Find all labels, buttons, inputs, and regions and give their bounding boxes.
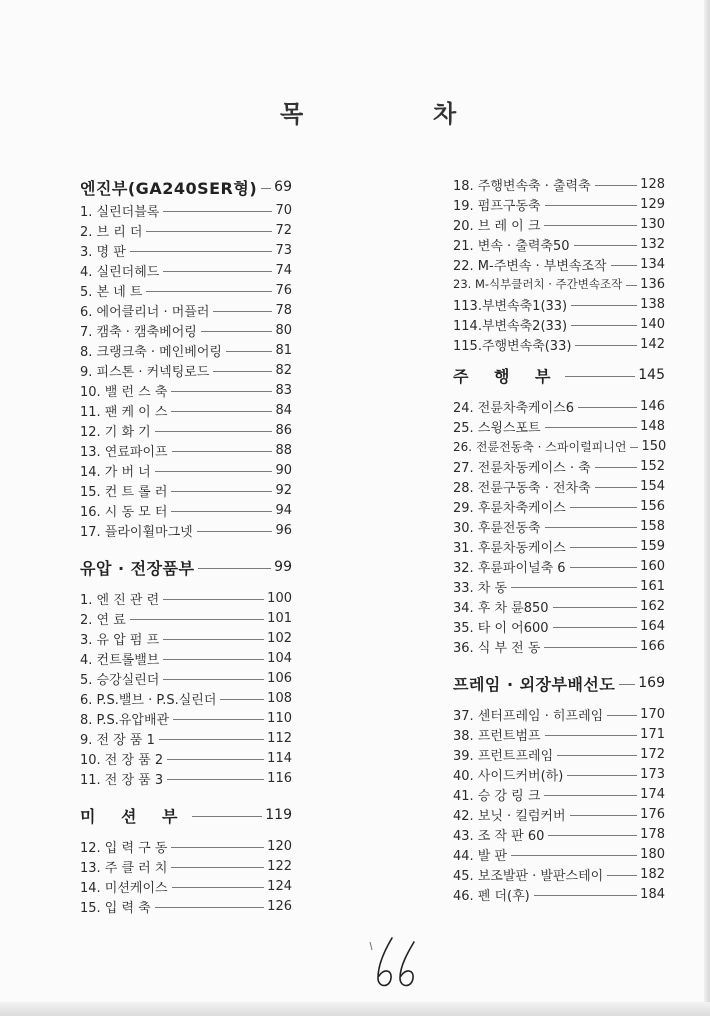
page-number: 182 [640, 866, 665, 882]
toc-section-heading [80, 174, 292, 200]
toc-section-heading [453, 362, 665, 388]
page-number: 170 [640, 706, 665, 722]
page-number: 78 [275, 302, 292, 318]
page-number: 176 [640, 806, 665, 822]
leader-line [578, 407, 637, 408]
entry-label: 1. 실린더블록 [80, 204, 160, 220]
page-number: 122 [267, 858, 292, 874]
toc-left-column [80, 174, 292, 916]
spacer [453, 388, 665, 396]
toc-entry [453, 476, 665, 496]
entry-label: 3. 명 판 [80, 244, 126, 260]
page-number: 154 [640, 478, 665, 494]
leader-line [163, 639, 264, 640]
toc-entry [80, 320, 292, 340]
leader-line [595, 185, 638, 186]
leader-line [570, 815, 638, 816]
page-number: 148 [640, 418, 665, 434]
leader-line [565, 376, 636, 377]
page-number: 173 [640, 766, 665, 782]
entry-label: 8. 크랭크축 · 메인베어링 [80, 344, 222, 360]
page-number: 114 [267, 750, 292, 766]
toc-entry [453, 456, 665, 476]
entry-label: 33. 차 동 [453, 580, 508, 596]
leader-line [595, 487, 638, 488]
spacer [80, 828, 292, 836]
toc-entry [453, 764, 665, 784]
entry-label: 24. 전륜차축케이스6 [453, 400, 574, 416]
leader-line [570, 507, 637, 508]
entry-label: 30. 후륜전동축 [453, 520, 541, 536]
leader-line [261, 188, 271, 189]
entry-label: 8. P.S.유압배관 [80, 712, 170, 728]
leader-line [172, 451, 273, 452]
page-number: 146 [640, 398, 665, 414]
leader-line [213, 371, 272, 372]
toc-entry [453, 194, 665, 214]
entry-label: 12. 입 력 구 동 [80, 840, 168, 856]
entry-label: 10. 전 장 품 2 [80, 752, 164, 768]
entry-label: 15. 입 력 축 [80, 900, 151, 916]
leader-line [534, 895, 637, 896]
toc-entry [453, 274, 665, 294]
page-number: 76 [275, 282, 292, 298]
page-number: 119 [265, 807, 292, 823]
leader-line [226, 351, 272, 352]
page-number: 130 [640, 216, 665, 232]
toc-entry [80, 200, 292, 220]
toc-entry [80, 688, 292, 708]
page-number: 138 [640, 296, 665, 312]
toc-entry [80, 876, 292, 896]
page-edge-bottom [0, 1002, 710, 1016]
toc-entry [453, 314, 665, 334]
toc-entry [80, 280, 292, 300]
leader-line [545, 205, 638, 206]
entry-label: 6. P.S.밸브 · P.S.실린더 [80, 692, 217, 708]
leader-line [163, 211, 272, 212]
page-number: 110 [267, 710, 292, 726]
toc-entry [453, 636, 665, 656]
entry-label: 14. 미션케이스 [80, 880, 168, 896]
leader-line [213, 311, 272, 312]
page-number: 102 [267, 630, 292, 646]
leader-line [163, 599, 264, 600]
leader-line [130, 251, 273, 252]
page-edge-right [704, 0, 710, 1016]
leader-line [220, 699, 264, 700]
leader-line [557, 755, 637, 756]
entry-label: 21. 변속 · 출력축50 [453, 238, 570, 254]
entry-label: 45. 보조발판 · 발판스테이 [453, 868, 604, 884]
leader-line [626, 285, 637, 286]
toc-entry [453, 174, 665, 194]
page-number: 99 [274, 559, 292, 575]
toc-entry [453, 294, 665, 314]
entry-label: 114.부변속축2(33) [453, 318, 568, 334]
page-number: 106 [267, 670, 292, 686]
page-number: 124 [267, 878, 292, 894]
leader-line [159, 739, 264, 740]
entry-label: 14. 가 버 너 [80, 464, 151, 480]
section-title: 프레임 · 외장부배선도 [453, 674, 616, 694]
entry-label: 16. 시 동 모 터 [80, 504, 168, 520]
entry-label: 27. 전륜차동케이스 · 축 [453, 460, 591, 476]
toc-entry [453, 334, 665, 354]
leader-line [630, 447, 638, 448]
page-number: 69 [274, 179, 292, 195]
page-number: 169 [638, 675, 665, 691]
toc-entry [453, 804, 665, 824]
toc-entry [80, 500, 292, 520]
toc-entry [453, 516, 665, 536]
leader-line [171, 411, 272, 412]
entry-label: 5. 승강실린더 [80, 672, 160, 688]
page-number: 129 [640, 196, 665, 212]
toc-entry [80, 748, 292, 768]
toc-entry [80, 896, 292, 916]
page-number: 104 [267, 650, 292, 666]
page-number: 80 [275, 322, 292, 338]
leader-line [167, 759, 264, 760]
page-number: 94 [275, 502, 292, 518]
toc-entry [80, 460, 292, 480]
toc-entry [80, 836, 292, 856]
page-number: 180 [640, 846, 665, 862]
page-number: 108 [267, 690, 292, 706]
entry-label: 5. 본 네 트 [80, 284, 143, 300]
toc-entry [80, 440, 292, 460]
page-number: 159 [640, 538, 665, 554]
entry-label: 19. 펌프구동축 [453, 198, 541, 214]
leader-line [548, 835, 637, 836]
page-number: 96 [275, 522, 292, 538]
page-number: 156 [640, 498, 665, 514]
entry-label: 3. 유 압 펌 프 [80, 632, 160, 648]
page-number: 74 [275, 262, 292, 278]
section-title: 유압 · 전장품부 [80, 558, 195, 578]
spacer [453, 354, 665, 362]
leader-line [595, 467, 638, 468]
page-number: 90 [275, 462, 292, 478]
toc-entry [453, 556, 665, 576]
leader-line [163, 271, 272, 272]
toc-entry [453, 884, 665, 904]
page-number: 145 [638, 367, 665, 383]
page-number: 72 [275, 222, 292, 238]
entry-label: 4. 컨트롤밸브 [80, 652, 160, 668]
leader-line [574, 245, 638, 246]
entry-label: 10. 밸 런 스 축 [80, 384, 168, 400]
toc-entry [80, 648, 292, 668]
page-number: 166 [640, 638, 665, 654]
leader-line [619, 684, 635, 685]
toc-entry [453, 824, 665, 844]
leader-line [171, 491, 272, 492]
leader-line [553, 607, 638, 608]
section-title: 미 션 부 [80, 806, 188, 826]
toc-entry [80, 360, 292, 380]
leader-line [571, 325, 637, 326]
entry-label: 40. 사이드커버(하) [453, 768, 564, 784]
entry-label: 43. 조 작 판 60 [453, 828, 545, 844]
toc-entry [80, 768, 292, 788]
page-number: 112 [267, 730, 292, 746]
entry-label: 1. 엔 진 관 련 [80, 592, 160, 608]
toc-entry [80, 520, 292, 540]
leader-line [146, 231, 272, 232]
leader-line [146, 291, 272, 292]
leader-line [171, 847, 264, 848]
page-number: 160 [640, 558, 665, 574]
page-number: 84 [275, 402, 292, 418]
entry-label: 41. 승 강 링 크 [453, 788, 541, 804]
leader-line [163, 659, 264, 660]
page-number: 83 [275, 382, 292, 398]
entry-label: 2. 브 리 더 [80, 224, 143, 240]
spacer [80, 580, 292, 588]
toc-entry [453, 496, 665, 516]
leader-line [553, 627, 638, 628]
leader-line [575, 345, 637, 346]
leader-line [567, 775, 637, 776]
toc-entry [453, 844, 665, 864]
leader-line [511, 587, 637, 588]
toc-entry [453, 234, 665, 254]
toc-entry [80, 588, 292, 608]
entry-label: 113.부변속축1(33) [453, 298, 568, 314]
toc-entry [80, 480, 292, 500]
toc-section-heading [80, 554, 292, 580]
entry-label: 36. 식 부 전 동 [453, 640, 541, 656]
leader-line [130, 619, 264, 620]
toc-entry [453, 396, 665, 416]
page-number: 101 [267, 610, 292, 626]
entry-label: 13. 주 클 러 치 [80, 860, 168, 876]
leader-line [544, 225, 637, 226]
page-number: 172 [640, 746, 665, 762]
page-number: 81 [275, 342, 292, 358]
entry-label: 115.주행변속축(33) [453, 338, 572, 354]
toc-entry [80, 728, 292, 748]
leader-line [571, 305, 637, 306]
toc-entry [453, 436, 665, 456]
entry-label: 35. 타 이 어600 [453, 620, 549, 636]
leader-line [171, 867, 264, 868]
entry-label: 31. 후륜차동케이스 [453, 540, 566, 556]
page-number: 140 [640, 316, 665, 332]
leader-line [607, 875, 637, 876]
toc-entry [80, 856, 292, 876]
leader-line [607, 715, 637, 716]
entry-label: 9. 전 장 품 1 [80, 732, 155, 748]
entry-label: 11. 팬 케 이 스 [80, 404, 168, 420]
leader-line [167, 779, 264, 780]
entry-label: 15. 컨 트 롤 러 [80, 484, 168, 500]
toc-entry [80, 668, 292, 688]
leader-line [171, 391, 272, 392]
toc-entry [453, 576, 665, 596]
entry-label: 13. 연료파이프 [80, 444, 168, 460]
toc-section-heading [80, 802, 292, 828]
toc-entry [453, 214, 665, 234]
page-number: 86 [275, 422, 292, 438]
leader-line [197, 531, 273, 532]
entry-label: 11. 전 장 품 3 [80, 772, 164, 788]
entry-label: 6. 에어클리너 · 머플러 [80, 304, 210, 320]
page-number: 161 [640, 578, 665, 594]
page-number: 126 [267, 898, 292, 914]
toc-entry [80, 300, 292, 320]
page-number: 178 [640, 826, 665, 842]
section-title: 엔진부(GA240SER형) [80, 178, 258, 198]
page-number: 158 [640, 518, 665, 534]
toc-entry [80, 420, 292, 440]
toc-entry [453, 254, 665, 274]
page-number: 184 [640, 886, 665, 902]
toc-entry [80, 608, 292, 628]
leader-line [511, 855, 637, 856]
page-number: 88 [275, 442, 292, 458]
page-number: 164 [640, 618, 665, 634]
page-number: 116 [267, 770, 292, 786]
entry-label: 12. 기 화 기 [80, 424, 151, 440]
section-title: 주 행 부 [453, 366, 561, 386]
entry-label: 39. 프런트프레임 [453, 748, 554, 764]
toc-entry [453, 596, 665, 616]
page-title-part1: 목 [280, 100, 304, 128]
toc-entry [453, 744, 665, 764]
toc-entry [453, 616, 665, 636]
toc-entry [80, 708, 292, 728]
leader-line [545, 427, 638, 428]
toc-entry [80, 628, 292, 648]
toc-section-heading [453, 670, 665, 696]
page-title-part2: 차 [433, 100, 457, 128]
page-number: 73 [275, 242, 292, 258]
leader-line [545, 735, 638, 736]
page-number: 162 [640, 598, 665, 614]
entry-label: 4. 실린더헤드 [80, 264, 160, 280]
toc-entry [453, 724, 665, 744]
entry-label: 18. 주행변속축 · 출력축 [453, 178, 591, 194]
handwritten-page-number [368, 936, 424, 992]
entry-label: 38. 프런트범프 [453, 728, 541, 744]
page-number: 150 [641, 438, 667, 454]
leader-line [192, 816, 263, 817]
toc-entry [80, 220, 292, 240]
leader-line [173, 719, 264, 720]
page-number: 132 [640, 236, 665, 252]
entry-label: 17. 플라이휠마그넷 [80, 524, 193, 540]
page-number: 136 [640, 276, 665, 292]
entry-label: 2. 연 료 [80, 612, 126, 628]
toc-right-column [453, 174, 665, 904]
entry-label: 26. 전륜전동축 · 스파이럴피니언 [453, 439, 627, 454]
page-number: 142 [640, 336, 665, 352]
leader-line [198, 568, 271, 569]
page-number: 70 [275, 202, 292, 218]
toc-entry [453, 536, 665, 556]
toc-entry [453, 416, 665, 436]
page-number: 171 [640, 726, 665, 742]
entry-label: 7. 캠축 · 캠축베어링 [80, 324, 197, 340]
page-number: 174 [640, 786, 665, 802]
leader-line [611, 265, 638, 266]
toc-entry [80, 260, 292, 280]
spacer [453, 656, 665, 670]
leader-line [201, 331, 273, 332]
toc-entry [80, 340, 292, 360]
toc-entry [453, 784, 665, 804]
spacer [80, 540, 292, 554]
leader-line [163, 679, 264, 680]
toc-entry [80, 400, 292, 420]
leader-line [155, 431, 273, 432]
spacer [453, 696, 665, 704]
entry-label: 37. 센터프레임 · 히프레임 [453, 708, 604, 724]
page-number: 92 [275, 482, 292, 498]
spacer [80, 788, 292, 802]
entry-label: 32. 후륜파이널축 6 [453, 560, 566, 576]
toc-entry [453, 864, 665, 884]
entry-label: 42. 보닛 · 킬럼커버 [453, 808, 566, 824]
leader-line [172, 887, 265, 888]
entry-label: 28. 전륜구동축 · 전차축 [453, 480, 591, 496]
entry-label: 23. M-식부클러치 · 주간변속조작 [453, 277, 623, 291]
toc-entry [80, 240, 292, 260]
page-number: 100 [267, 590, 292, 606]
page-number: 82 [275, 362, 292, 378]
leader-line [544, 647, 637, 648]
page-number: 152 [640, 458, 665, 474]
entry-label: 34. 후 차 륜850 [453, 600, 549, 616]
entry-label: 44. 발 판 [453, 848, 508, 864]
leader-line [570, 547, 637, 548]
toc-entry [80, 380, 292, 400]
toc-entry [453, 704, 665, 724]
page-number: 134 [640, 256, 665, 272]
leader-line [155, 907, 264, 908]
leader-line [171, 511, 272, 512]
entry-label: 20. 브 레 이 크 [453, 218, 541, 234]
entry-label: 46. 펜 더(후) [453, 888, 530, 904]
entry-label: 22. M-주변속 · 부변속조작 [453, 258, 607, 274]
leader-line [545, 527, 638, 528]
leader-line [570, 567, 638, 568]
leader-line [155, 471, 273, 472]
entry-label: 9. 피스톤 · 커넥팅로드 [80, 364, 210, 380]
entry-label: 29. 후륜차축케이스 [453, 500, 566, 516]
leader-line [544, 795, 637, 796]
entry-label: 25. 스윙스포트 [453, 420, 541, 436]
page-number: 128 [640, 176, 665, 192]
page-number: 120 [267, 838, 292, 854]
